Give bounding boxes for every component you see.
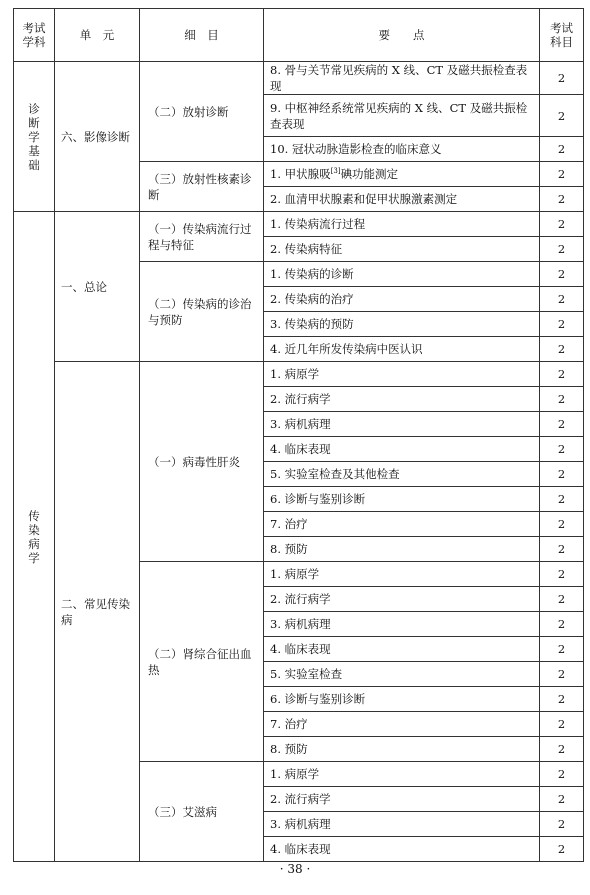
- subject-cell: 传染病学: [14, 212, 55, 862]
- point-cell: 7. 治疗: [264, 712, 540, 737]
- level-cell: 2: [540, 737, 584, 762]
- level-cell: 2: [540, 662, 584, 687]
- point-cell: 1. 传染病流行过程: [264, 212, 540, 237]
- point-cell: 5. 实验室检查及其他检查: [264, 462, 540, 487]
- level-cell: 2: [540, 95, 584, 137]
- level-cell: 2: [540, 612, 584, 637]
- level-cell: 2: [540, 762, 584, 787]
- level-cell: 2: [540, 537, 584, 562]
- header-detail: 细 目: [140, 9, 264, 62]
- level-cell: 2: [540, 787, 584, 812]
- level-cell: 2: [540, 562, 584, 587]
- table-row: [14, 362, 584, 387]
- level-cell: 2: [540, 837, 584, 862]
- header-unit: 单 元: [55, 9, 140, 62]
- point-cell: 3. 病机病理: [264, 812, 540, 837]
- point-cell: 10. 冠状动脉造影检查的临床意义: [264, 137, 540, 162]
- detail-cell: （二）放射诊断: [140, 62, 264, 162]
- page-number: · 38 ·: [279, 862, 311, 876]
- point-cell: 8. 预防: [264, 537, 540, 562]
- level-cell: 2: [540, 387, 584, 412]
- unit-cell: 一、总论: [55, 212, 140, 362]
- level-cell: 2: [540, 687, 584, 712]
- level-cell: 2: [540, 437, 584, 462]
- level-cell: 2: [540, 712, 584, 737]
- unit-cell: 六、影像诊断: [55, 62, 140, 212]
- level-cell: 2: [540, 162, 584, 187]
- level-cell: 2: [540, 412, 584, 437]
- level-cell: 2: [540, 512, 584, 537]
- detail-cell: （三）艾滋病: [140, 762, 264, 862]
- level-cell: 2: [540, 137, 584, 162]
- point-cell: 2. 血清甲状腺素和促甲状腺激素测定: [264, 187, 540, 212]
- level-cell: 2: [540, 312, 584, 337]
- point-cell: 2. 传染病的治疗: [264, 287, 540, 312]
- point-cell: 8. 预防: [264, 737, 540, 762]
- level-cell: 2: [540, 462, 584, 487]
- point-cell: 2. 流行病学: [264, 387, 540, 412]
- point-cell: 6. 诊断与鉴别诊断: [264, 487, 540, 512]
- point-cell: 4. 临床表现: [264, 437, 540, 462]
- header-subject: 考试学科: [14, 9, 55, 62]
- header-row: [14, 9, 584, 62]
- level-cell: 2: [540, 187, 584, 212]
- table-row: [14, 212, 584, 237]
- point-cell: 8. 骨与关节常见疾病的 X 线、CT 及磁共振检查表现: [264, 62, 540, 95]
- detail-cell: （一）传染病流行过程与特征: [140, 212, 264, 262]
- point-cell: 3. 病机病理: [264, 612, 540, 637]
- point-cell: 4. 临床表现: [264, 837, 540, 862]
- detail-cell: （三）放射性核素诊断: [140, 162, 264, 212]
- point-cell: 1. 传染病的诊断: [264, 262, 540, 287]
- point-cell: 2. 流行病学: [264, 587, 540, 612]
- detail-cell: （二）肾综合征出血热: [140, 562, 264, 762]
- level-cell: 2: [540, 812, 584, 837]
- detail-cell: （二）传染病的诊治与预防: [140, 262, 264, 362]
- point-cell: 1. 甲状腺吸[3]碘功能测定: [264, 162, 540, 187]
- level-cell: 2: [540, 487, 584, 512]
- point-cell: 7. 治疗: [264, 512, 540, 537]
- header-level: 考试科目: [540, 9, 584, 62]
- point-cell: 4. 临床表现: [264, 637, 540, 662]
- point-cell: 2. 流行病学: [264, 787, 540, 812]
- point-cell: 5. 实验室检查: [264, 662, 540, 687]
- point-cell: 1. 病原学: [264, 562, 540, 587]
- unit-cell: 二、常见传染病: [55, 362, 140, 862]
- level-cell: 2: [540, 262, 584, 287]
- point-cell: 3. 传染病的预防: [264, 312, 540, 337]
- detail-cell: （一）病毒性肝炎: [140, 362, 264, 562]
- point-cell: 1. 病原学: [264, 362, 540, 387]
- table-row: [14, 62, 584, 95]
- point-cell: 1. 病原学: [264, 762, 540, 787]
- level-cell: 2: [540, 637, 584, 662]
- header-points: 要 点: [264, 9, 540, 62]
- point-cell: 3. 病机病理: [264, 412, 540, 437]
- level-cell: 2: [540, 587, 584, 612]
- level-cell: 2: [540, 62, 584, 95]
- syllabus-table: [13, 8, 584, 862]
- level-cell: 2: [540, 287, 584, 312]
- subject-cell: 诊断学基础: [14, 62, 55, 212]
- level-cell: 2: [540, 212, 584, 237]
- level-cell: 2: [540, 237, 584, 262]
- point-cell: 6. 诊断与鉴别诊断: [264, 687, 540, 712]
- level-cell: 2: [540, 337, 584, 362]
- point-cell: 2. 传染病特征: [264, 237, 540, 262]
- footnote-marker: [3]: [330, 167, 341, 176]
- point-cell: 9. 中枢神经系统常见疾病的 X 线、CT 及磁共振检查表现: [264, 95, 540, 137]
- point-cell: 4. 近几年所发传染病中医认识: [264, 337, 540, 362]
- level-cell: 2: [540, 362, 584, 387]
